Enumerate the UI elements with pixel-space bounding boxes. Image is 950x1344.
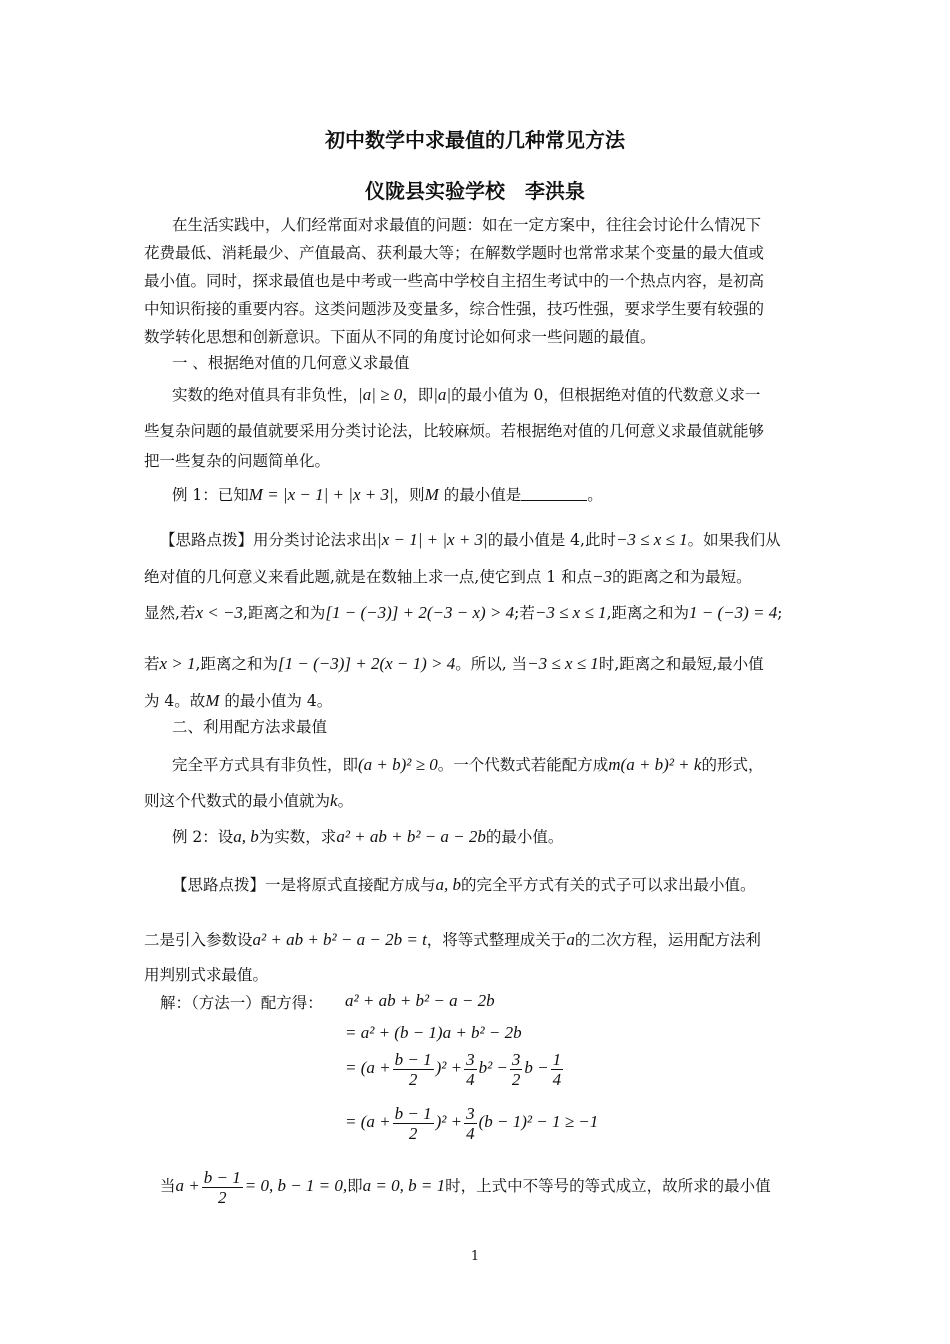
section1-para-line-3: 把一些复杂的问题简单化。 <box>144 452 331 470</box>
intro-line-3: 最小值。同时，探求最值也是中考或一些高中学校自主招生考试中的一个热点内容，是初高 <box>144 272 765 290</box>
hint-1-line-5: 为 4。故M 的最小值为 4。 <box>144 691 333 710</box>
fraction: $\frac{3}{2}$ <box>511 1049 521 1089</box>
fraction: $\frac{3}{4}$ <box>466 1049 475 1089</box>
hint-1-line-4: 若x > 1,距离之和为[1 − (−3)] + 2(x − 1) > 4。所以, 当−3 ≤ x ≤ 1时,距离之和最短,最小值 <box>144 654 764 673</box>
hint-1-line-1: 【思路点拨】用分类讨论法求出|x − 1| + |x + 3|的最小值是 4,此时−3 ≤ x ≤ 1。如果我们从 <box>160 530 781 549</box>
hint-2-line-2: 二是引入参数设a² + ab + b² − a − 2b = t，将等式整理成关于a的二次方程，运用配方法利 <box>144 930 761 949</box>
section1-heading: 一 、根据绝对值的几何意义求最值 <box>172 354 410 372</box>
section2-para-line-2: 则这个代数式的最小值就为k。 <box>144 791 354 810</box>
fraction: $\frac{b - 1}{2}$ <box>394 1049 432 1089</box>
hint-2-line-1: 【思路点拨】一是将原式直接配方成与a, b的完全平方式有关的式子可以求出最小值。 <box>172 875 756 894</box>
intro-line-1: 在生活实践中，人们经常面对求最值的问题：如在一定方案中，往往会讨论什么情况下 <box>172 216 762 234</box>
section1-para-line-1: 实数的绝对值具有非负性，|a| ≥ 0，即|a|的最小值为 0，但根据绝对值的代数意义求一 <box>172 385 761 404</box>
page-number: 1 <box>470 1249 480 1264</box>
solution-step-2: = a² + (b − 1)a + b² − 2b <box>345 1023 522 1042</box>
hint-1-line-2: 绝对值的几何意义来看此题,就是在数轴上求一点,使它到点 1 和点−3的距离之和为最短。 <box>144 567 752 586</box>
page-title: 初中数学中求最值的几种常见方法 <box>325 128 625 152</box>
section1-para-line-2: 些复杂问题的最值就要采用分类讨论法，比较麻烦。若根据绝对值的几何意义求最值就能够 <box>144 422 765 440</box>
fraction: $\frac{3}{4}$ <box>466 1103 475 1143</box>
intro-line-2: 花费最低、消耗最少、产值最高、获利最大等；在解数学题时也常常求某个变量的最大值或 <box>144 244 765 262</box>
solution-step-4: = (a + $\frac{b - 1}{2}$ )² + $\frac{3}{4}$ (b − 1)² − 1 ≥ −1 <box>345 1103 599 1143</box>
intro-line-4: 中知识衔接的重要内容。这类问题涉及变量多，综合性强，技巧性强，要求学生要有较强的 <box>144 300 765 318</box>
section2-heading: 二、利用配方法求最值 <box>172 718 328 736</box>
solution-step-1: a² + ab + b² − a − 2b <box>345 991 495 1010</box>
hint-1-line-3: 显然,若x < −3,距离之和为[1 − (−3)] + 2(−3 − x) > 4;若−3 ≤ x ≤ 1,距离之和为1 − (−3) = 4; <box>144 603 783 622</box>
intro-line-5: 数学转化思想和创新意识。下面从不同的角度讨论如何求一些问题的最值。 <box>144 328 656 346</box>
fraction: $\frac{b - 1}{2}$ <box>394 1103 432 1143</box>
fraction: $\frac{b - 1}{2}$ <box>203 1167 241 1207</box>
section2-para-line-1: 完全平方式具有非负性，即(a + b)² ≥ 0。一个代数式若能配方成m(a + b)² + k的形式， <box>172 755 764 774</box>
hint-2-line-3: 用判别式求最值。 <box>144 966 269 984</box>
conclusion-line: 当a + $\frac{b - 1}{2}$ = 0, b − 1 = 0,即a = 0, b = 1时，上式中不等号的等式成立，故所求的最小值 <box>160 1167 771 1207</box>
fraction: $\frac{1}{4}$ <box>552 1049 562 1089</box>
answer-blank <box>521 486 587 501</box>
example-2: 例 2：设a, b为实数，求a² + ab + b² − a − 2b的最小值。 <box>172 827 564 846</box>
solution-label: 解：（方法一）配方得： <box>160 994 323 1012</box>
author-line: 仪陇县实验学校 李洪泉 <box>365 179 585 203</box>
example-1: 例 1：已知M = |x − 1| + |x + 3|，则M 的最小值是 。 <box>172 485 603 504</box>
solution-step-3: = (a + $\frac{b - 1}{2}$ )² + $\frac{3}{4}$ b² − $\frac{3}{2}$ b − $\frac{1}{4}$ <box>345 1049 562 1089</box>
